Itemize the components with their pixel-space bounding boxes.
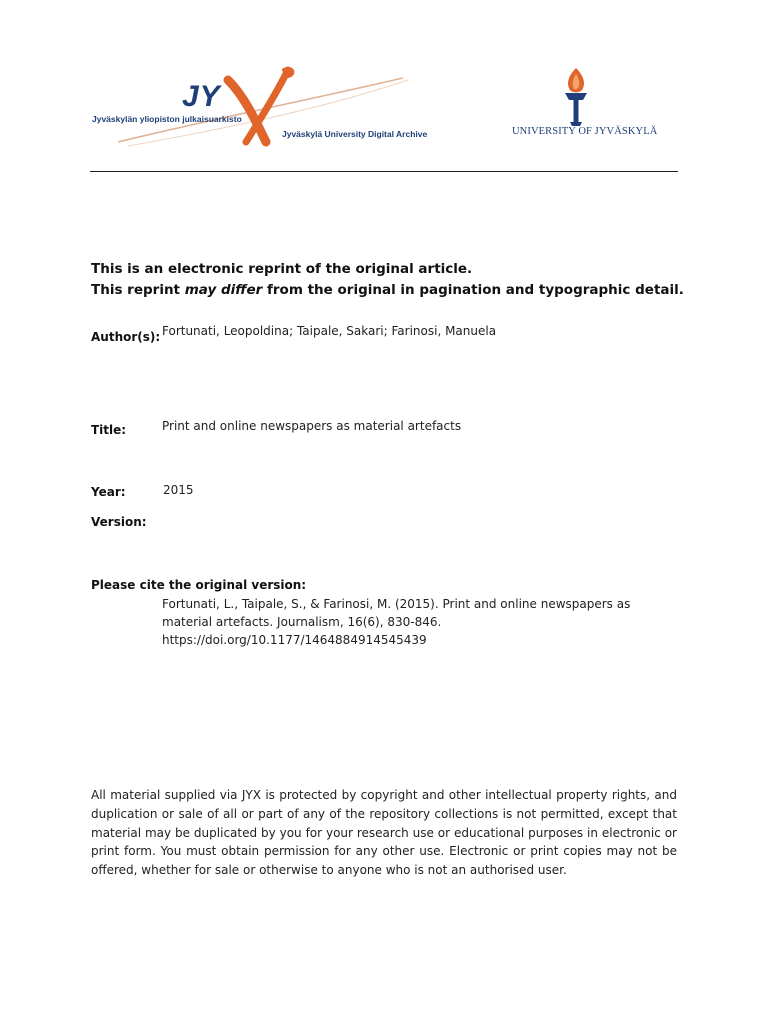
year-value: 2015 (163, 483, 194, 497)
jyx-logo (88, 60, 418, 155)
citation-line: material artefacts. Journalism, 16(6), 830-846. (162, 615, 442, 629)
citation-block (162, 595, 630, 649)
jyx-wordmark: JY (182, 80, 221, 113)
title-label: Title: (91, 423, 127, 437)
torch-logo (556, 66, 596, 128)
citation-doi-link[interactable]: https://doi.org/10.1177/1464884914545439 (162, 633, 427, 647)
reprint-notice-line2 (91, 280, 684, 301)
year-label: Year: (91, 485, 126, 499)
citation-line: Fortunati, L., Taipale, S., & Farinosi, M. (2015). Print and online newspapers as (162, 597, 631, 611)
jyx-finnish-tagline: Jyväskylän yliopiston julkaisuarkisto (92, 114, 242, 124)
reprint-notice-line1: This is an electronic reprint of the original article. (91, 261, 473, 277)
copyright-statement: All material supplied via JYX is protected by copyright and other intellectual property rights, and duplication or sale of all or part of any of the repository collections is not permitted, except that material may be duplicated by you for your research use or educational purposes in electronic or print form. You must obtain permission for any other use. Electronic or print copies may not be offered, whether for sale or otherwise to anyone who is not an authorised user. (91, 788, 677, 878)
version-label: Version: (91, 515, 147, 529)
authors-label: Author(s): (91, 330, 161, 344)
authors-value: Fortunati, Leopoldina; Taipale, Sakari; Farinosi, Manuela (162, 324, 497, 338)
reprint-notice-prefix: This reprint (91, 282, 185, 298)
title-value: Print and online newspapers as material artefacts (162, 419, 462, 433)
reprint-notice-suffix: from the original in pagination and typographic detail. (262, 282, 684, 298)
university-name: UNIVERSITY OF JYVÄSKYLÄ (512, 126, 658, 137)
citation-label: Please cite the original version: (91, 578, 307, 592)
reprint-notice-emphasis: may differ (184, 282, 263, 298)
jyx-english-tagline: Jyväskylä University Digital Archive (282, 129, 428, 139)
header-divider (90, 171, 678, 172)
reprint-notice (91, 259, 684, 301)
